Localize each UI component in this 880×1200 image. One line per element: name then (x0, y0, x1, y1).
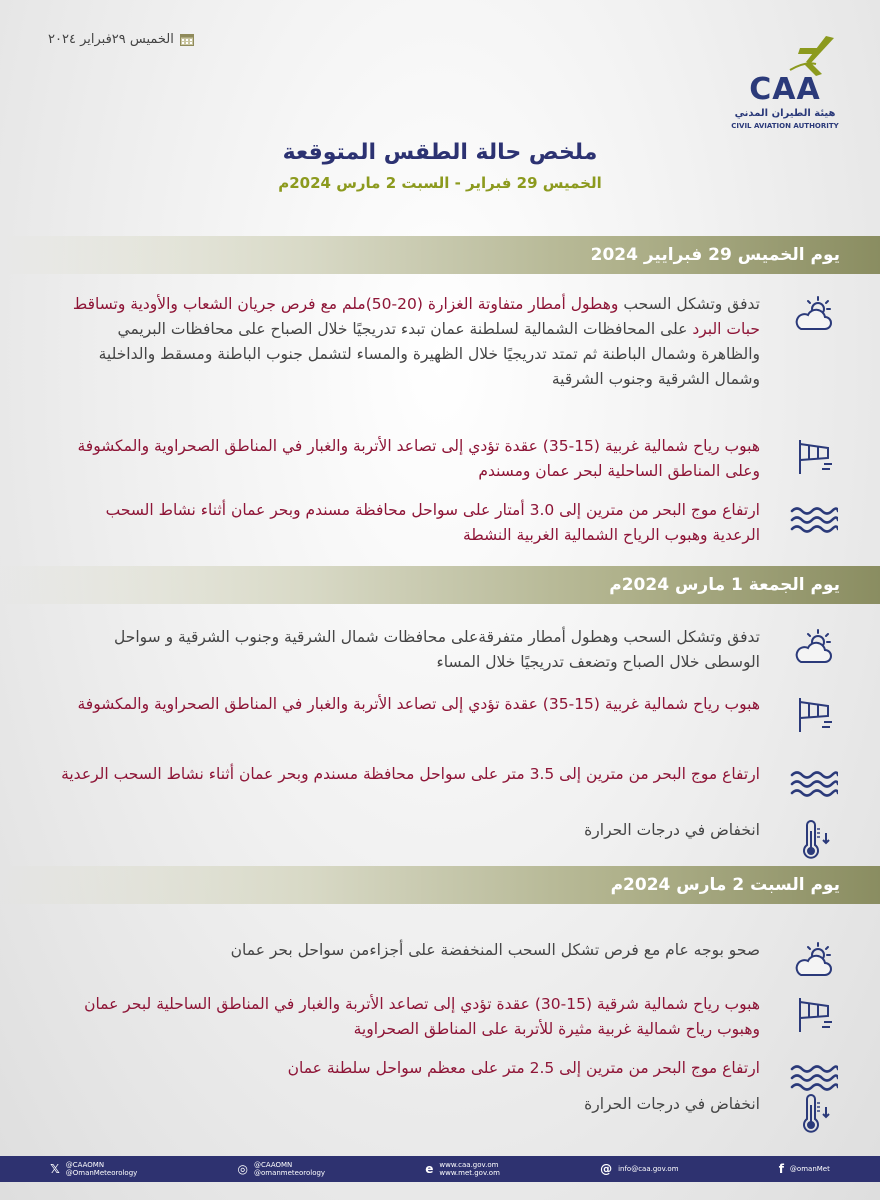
date-corner (48, 32, 194, 47)
cloud-sun-icon (788, 938, 840, 982)
footer-email[interactable] (600, 1162, 678, 1176)
footer-web-line2: www.met.gov.om (439, 1169, 500, 1177)
forecast-text (60, 818, 760, 843)
windsock-icon (788, 434, 840, 478)
windsock-icon (788, 992, 840, 1036)
instagram-icon: ◎ (237, 1162, 248, 1176)
text-segment: تدفق وتشكل السحب (618, 295, 760, 313)
day-header-saturday (0, 866, 880, 904)
forecast-item (60, 992, 840, 1042)
forecast-text (60, 1092, 760, 1117)
forecast-text (60, 1056, 760, 1081)
footer-email-line1: info@caa.gov.om (618, 1165, 679, 1173)
forecast-text (60, 692, 760, 717)
forecast-text (60, 625, 760, 675)
day-header-friday (0, 566, 880, 604)
thermometer-down-icon (788, 1092, 840, 1136)
forecast-item (60, 498, 840, 548)
logo-abbr: CAA (749, 72, 821, 107)
web-browser-icon: e (425, 1162, 434, 1176)
footer-x[interactable] (50, 1161, 137, 1177)
footer-social-bar (0, 1156, 880, 1182)
forecast-item (60, 1092, 840, 1136)
footer-x-line1: @CAAOMN (65, 1161, 105, 1169)
forecast-text (60, 292, 760, 392)
windsock-icon (788, 692, 840, 736)
forecast-text (60, 762, 760, 787)
forecast-text (60, 938, 760, 963)
footer-web[interactable] (425, 1161, 500, 1177)
page-subtitle: الخميس 29 فبراير - السبت 2 مارس 2024م (278, 174, 602, 192)
text-segment: انخفاض في درجات الحرارة (584, 1095, 760, 1113)
forecast-item (60, 818, 840, 862)
forecast-text (60, 992, 760, 1042)
logo-english: CIVIL AVIATION AUTHORITY (731, 122, 839, 130)
footer-instagram-line1: @CAAOMN (253, 1161, 293, 1169)
footer-x-line2: @OmanMeteorology (65, 1169, 138, 1177)
text-segment: انخفاض في درجات الحرارة (584, 821, 760, 839)
day-label: يوم الجمعة 1 مارس 2024م (609, 575, 840, 595)
thermometer-down-icon (788, 818, 840, 862)
cloud-sun-icon (788, 292, 840, 336)
text-segment: هبوب رياح شمالية شرقية (15-30) عقدة تؤدي إلى تصاعد الأتربة والغبار في المناطق الساحلية لبحر عمان وهبوب رياح شمالية غربية مثيرة للأتربة على المناطق الصحراوية (84, 995, 760, 1038)
forecast-text (60, 498, 760, 548)
text-segment: على المحافظات الشمالية لسلطنة عمان تبدء تدريجيًا خلال الصباح على محافظات البريمي والظاهرة وشمال الباطنة ثم تمتد تدريجيًا خلال الظهيرة والمساء لتشمل جنوب الباطنة ومسقط والداخلية وشمال الشرقية وجنوب الشرقية (98, 320, 760, 388)
cloud-sun-icon (788, 625, 840, 669)
caa-logo (730, 38, 840, 134)
waves-icon (788, 762, 840, 806)
waves-icon (788, 498, 840, 542)
calendar-icon (180, 33, 194, 46)
day-label: يوم السبت 2 مارس 2024م (610, 875, 840, 895)
forecast-item (60, 625, 840, 675)
forecast-text (60, 434, 760, 484)
footer-instagram-line2: @omanmeteorology (253, 1169, 326, 1177)
text-segment: ارتفاع موج البحر من مترين إلى 3.0 أمتار على سواحل محافظة مسندم وبحر عمان أثناء نشاط السحب الرعدية وهبوب الرياح الشمالية الغربية النشطة (105, 501, 760, 544)
text-segment: صحو بوجه عام مع فرص تشكل السحب المنخفضة على أجزاءمن سواحل بحر عمان (230, 941, 760, 959)
footer-facebook[interactable] (779, 1162, 830, 1176)
forecast-item (60, 762, 840, 806)
day-label: يوم الخميس 29 فبرايير 2024 (590, 245, 840, 265)
forecast-item (60, 292, 840, 392)
footer-facebook-line1: @omanMet (789, 1165, 830, 1173)
x-logo-icon: 𝕏 (50, 1162, 60, 1176)
forecast-item (60, 692, 840, 736)
text-segment: تدفق وتشكل السحب وهطول أمطار متفرقةعلى محافظات شمال الشرقية وجنوب الشرقية و سواحل الوسطى خلال الصباح وتضعف تدريجيًا خلال المساء (114, 628, 760, 671)
text-segment: ارتفاع موج البحر من مترين إلى 2.5 متر على معظم سواحل سلطنة عمان (287, 1059, 760, 1077)
text-segment: هبوب رياح شمالية غربية (15-35) عقدة تؤدي إلى تصاعد الأتربة والغبار في المناطق الصحراوية والمكشوفة وعلى المناطق الساحلية لبحر عمان ومسندم (77, 437, 760, 480)
footer-web-line1: www.caa.gov.om (439, 1161, 499, 1169)
text-segment: هبوب رياح شمالية غربية (15-35) عقدة تؤدي إلى تصاعد الأتربة والغبار في المناطق الصحراوية والمكشوفة (77, 695, 760, 713)
text-segment: ارتفاع موج البحر من مترين إلى 3.5 متر على سواحل محافظة مسندم وبحر عمان أثناء نشاط السحب الرعدية (61, 765, 760, 783)
footer-instagram[interactable] (237, 1161, 325, 1177)
logo-arabic: هيئة الطيران المدني (734, 108, 836, 119)
date-corner-text: الخميس ٢٩فبراير ٢٠٢٤ (48, 32, 174, 47)
facebook-icon: f (778, 1162, 784, 1176)
forecast-item (60, 434, 840, 484)
day-header-thursday (0, 236, 880, 274)
forecast-item (60, 938, 840, 982)
at-sign-icon: @ (600, 1162, 613, 1176)
text-segment: وهطول أمطار متفاوتة الغزارة (20-50)ملم مع فرص جريان الشعاب والأودية وتساقط حبات البرد (72, 295, 760, 338)
page-title: ملخص حالة الطقس المتوقعة (282, 140, 598, 165)
